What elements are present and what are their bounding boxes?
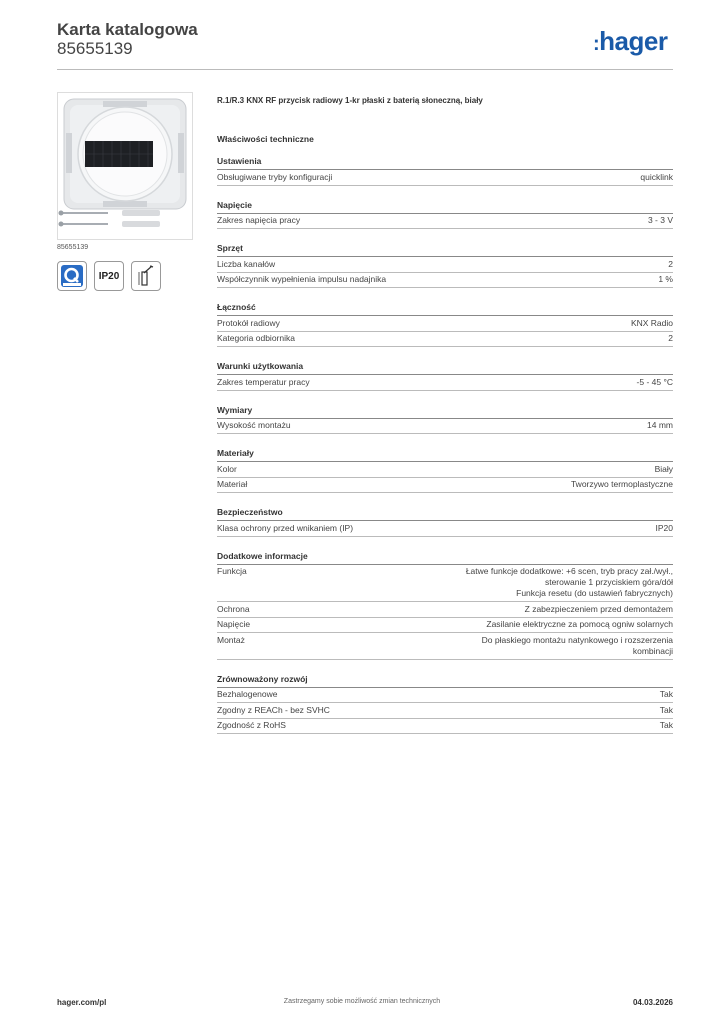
article-number: 85655139 [57, 39, 133, 58]
quality-badge-icon [57, 261, 87, 291]
spec-value-line: 14 mm [647, 420, 673, 430]
dimension-icon [131, 261, 161, 291]
spec-row [217, 618, 673, 634]
spec-group-title: Zrównoważony rozwój [217, 674, 673, 688]
spec-group-title: Wymiary [217, 405, 673, 419]
spec-label: Klasa ochrony przed wnikaniem (IP) [217, 522, 354, 533]
spec-row [217, 214, 673, 230]
badge-row [57, 261, 161, 291]
spec-value-line: sterowanie 1 przyciskiem góra/dół [544, 577, 673, 587]
spec-row [217, 332, 673, 348]
spec-value [658, 274, 673, 285]
spec-value-line: Z zabezpieczeniem przed demontażem [524, 603, 673, 614]
spec-value-line: 3 - 3 V [647, 215, 673, 225]
spec-row [217, 273, 673, 289]
spec-value-line: Tak [659, 704, 673, 715]
spec-value-line: Zasilanie elektryczne za pomocą ogniw solarnych [486, 619, 673, 629]
spec-row [217, 257, 673, 273]
spec-value-line: KNX Radio [630, 317, 673, 328]
spec-row [217, 602, 673, 618]
spec-value-line: Do płaskiego montażu natynkowego i rozszerzenia [481, 634, 673, 645]
spec-label: Współczynnik wypełnienia impulsu nadajnika [217, 274, 387, 284]
spec-value [648, 215, 673, 226]
spec-value-line: Funkcja resetu (do ustawień fabrycznych) [516, 588, 673, 598]
spec-value [466, 566, 673, 599]
spec-value-line: kombinacji [632, 645, 673, 656]
hager-logo[interactable]: :hager [593, 26, 668, 56]
spec-row [217, 419, 673, 435]
spec-group-title: Napięcie [217, 200, 673, 214]
spec-value [660, 720, 673, 731]
spec-value [660, 705, 673, 716]
logo-text: hager [599, 26, 668, 56]
product-image [57, 92, 193, 240]
spec-value-line: Tak [659, 689, 673, 699]
spec-value [482, 635, 673, 657]
document-title: Karta katalogowa [57, 20, 198, 39]
spec-group-title: Warunki użytkowania [217, 361, 673, 375]
spec-row [217, 462, 673, 478]
spec-row [217, 719, 673, 735]
spec-value-line: Tworzywo termoplastyczne [570, 479, 673, 489]
spec-value [668, 259, 673, 270]
footer-date: 04.03.2026 [632, 998, 673, 1007]
spec-value [655, 464, 673, 475]
spec-row [217, 521, 673, 537]
spec-group-title: Łączność [217, 302, 673, 316]
spec-label: Zakres temperatur pracy [217, 376, 310, 387]
spec-value [486, 619, 673, 630]
spec-label: Kategoria odbiornika [217, 333, 295, 343]
spec-value [640, 172, 673, 183]
spec-label: Ochrona [217, 603, 250, 614]
spec-label: Liczba kanałów [217, 258, 276, 269]
spec-value-line: quicklink [640, 171, 673, 182]
spec-value-line: Biały [654, 463, 673, 474]
section-title: Właściwości techniczne [217, 134, 314, 144]
spec-value [656, 523, 674, 534]
ip20-badge: IP20 [94, 261, 124, 291]
spec-row [217, 703, 673, 719]
spec-label: Materiał [217, 479, 248, 489]
spec-value [631, 318, 673, 329]
spec-label: Kolor [217, 463, 237, 474]
spec-row [217, 565, 673, 603]
spec-value [637, 377, 673, 388]
spec-label: Zgodny z REACh - bez SVHC [217, 704, 330, 715]
header-divider [57, 69, 673, 70]
spec-row [217, 478, 673, 494]
spec-row [217, 375, 673, 391]
spec-row [217, 316, 673, 332]
spec-value-line: 2 [668, 333, 673, 343]
spec-row [217, 170, 673, 186]
spec-row [217, 633, 673, 660]
product-title: R.1/R.3 KNX RF przycisk radiowy 1-kr płaski z baterią słoneczną, biały [217, 96, 483, 105]
spec-label: Napięcie [217, 619, 251, 629]
spec-value-line: 2 [668, 258, 673, 269]
spec-value-line: IP20 [655, 522, 673, 533]
image-caption: 85655139 [57, 244, 89, 251]
spec-value [525, 604, 673, 615]
spec-label: Funkcja [217, 566, 247, 576]
footer-disclaimer: Zastrzegamy sobie możliwość zmian technicznych [283, 998, 441, 1005]
spec-groups [217, 156, 673, 734]
spec-value [571, 479, 673, 490]
spec-group-title: Bezpieczeństwo [217, 507, 673, 521]
solar-push-button-icon [58, 93, 192, 239]
spec-value-line: -5 - 45 °C [636, 376, 673, 387]
spec-label: Zakres napięcia pracy [217, 215, 301, 225]
spec-group-title: Ustawienia [217, 156, 673, 170]
spec-value-line: Tak [659, 720, 673, 730]
spec-value-line: 1 % [658, 274, 673, 284]
spec-label: Wysokość montażu [217, 420, 291, 430]
spec-label: Protokół radiowy [217, 317, 280, 328]
spec-group-title: Sprzęt [217, 243, 673, 257]
spec-label: Zgodność z RoHS [217, 720, 286, 730]
spec-group-title: Dodatkowe informacje [217, 551, 673, 565]
spec-value [647, 420, 673, 431]
footer-website-link[interactable]: hager.com/pl [57, 998, 107, 1007]
spec-value [668, 333, 673, 344]
spec-row [217, 688, 673, 704]
spec-label: Bezhalogenowe [217, 689, 278, 699]
spec-label: Montaż [217, 634, 245, 645]
spec-label: Obsługiwane tryby konfiguracji [217, 171, 333, 182]
spec-value [660, 689, 673, 700]
spec-value-line: Łatwe funkcje dodatkowe: +6 scen, tryb pracy zał./wył., [465, 566, 673, 576]
specification-panel [217, 96, 673, 734]
spec-group-title: Materiały [217, 448, 673, 462]
